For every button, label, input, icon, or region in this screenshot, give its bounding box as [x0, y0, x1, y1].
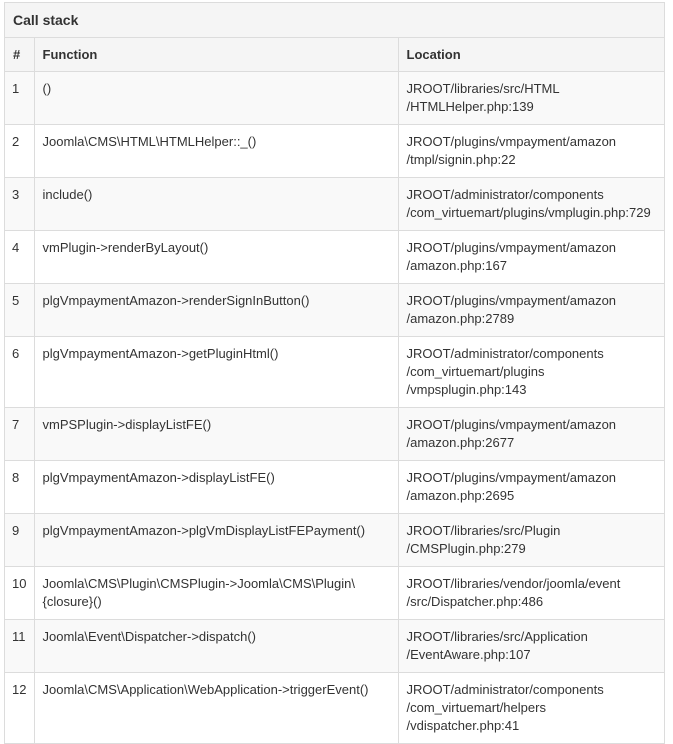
location-line: JROOT/plugins/vmpayment/amazon	[406, 470, 617, 485]
row-function: Joomla\CMS\Plugin\CMSPlugin->Joomla\CMS\Plugin\{closure}()	[34, 567, 398, 620]
panel-title: Call stack	[5, 3, 664, 38]
location-line: /EventAware.php:107	[406, 647, 531, 662]
row-location	[398, 461, 664, 514]
location-line: JROOT/plugins/vmpayment/amazon	[406, 240, 617, 255]
table-row	[5, 673, 664, 744]
location-line: JROOT/administrator/components	[406, 346, 604, 361]
row-function: Joomla\CMS\HTML\HTMLHelper::_()	[34, 125, 398, 178]
row-function: Joomla\CMS\Application\WebApplication->triggerEvent()	[34, 673, 398, 744]
row-function: Joomla\Event\Dispatcher->dispatch()	[34, 620, 398, 673]
row-number: 5	[5, 284, 34, 337]
row-location	[398, 408, 664, 461]
table-row	[5, 178, 664, 231]
row-location	[398, 72, 664, 125]
table-row	[5, 620, 664, 673]
table-row	[5, 461, 664, 514]
row-number: 7	[5, 408, 34, 461]
header-function: Function	[34, 38, 398, 72]
row-location	[398, 337, 664, 408]
row-location	[398, 514, 664, 567]
row-number: 10	[5, 567, 34, 620]
location-line: /amazon.php:2677	[406, 435, 515, 450]
row-number: 11	[5, 620, 34, 673]
row-number: 8	[5, 461, 34, 514]
row-function: plgVmpaymentAmazon->displayListFE()	[34, 461, 398, 514]
header-number: #	[5, 38, 34, 72]
location-line: JROOT/administrator/components	[406, 187, 604, 202]
table-header-row	[5, 38, 664, 72]
table-row	[5, 337, 664, 408]
location-line: /amazon.php:2789	[406, 311, 515, 326]
table-row	[5, 567, 664, 620]
location-line: /tmpl/signin.php:22	[406, 152, 516, 167]
location-line: JROOT/plugins/vmpayment/amazon	[406, 417, 617, 432]
row-location	[398, 567, 664, 620]
row-function: vmPSPlugin->displayListFE()	[34, 408, 398, 461]
location-line: /com_virtuemart/plugins	[406, 364, 545, 379]
row-function: include()	[34, 178, 398, 231]
location-line: /CMSPlugin.php:279	[406, 541, 526, 556]
row-location	[398, 620, 664, 673]
table-row	[5, 514, 664, 567]
location-line: JROOT/libraries/src/Plugin	[406, 523, 561, 538]
location-line: JROOT/libraries/vendor/joomla/event	[406, 576, 621, 591]
row-location	[398, 125, 664, 178]
row-number: 12	[5, 673, 34, 744]
location-line: JROOT/plugins/vmpayment/amazon	[406, 134, 617, 149]
location-line: /vmpsplugin.php:143	[406, 382, 527, 397]
row-number: 6	[5, 337, 34, 408]
location-line: JROOT/libraries/src/Application	[406, 629, 588, 644]
location-line: JROOT/administrator/components	[406, 682, 604, 697]
table-row	[5, 408, 664, 461]
row-location	[398, 284, 664, 337]
row-number: 9	[5, 514, 34, 567]
call-stack-panel	[4, 2, 665, 744]
row-function: plgVmpaymentAmazon->getPluginHtml()	[34, 337, 398, 408]
row-location	[398, 231, 664, 284]
row-location	[398, 178, 664, 231]
location-line: /vdispatcher.php:41	[406, 718, 520, 733]
call-stack-table	[5, 38, 664, 744]
row-number: 3	[5, 178, 34, 231]
table-row	[5, 231, 664, 284]
row-function: vmPlugin->renderByLayout()	[34, 231, 398, 284]
row-number: 2	[5, 125, 34, 178]
table-row	[5, 284, 664, 337]
location-line: /src/Dispatcher.php:486	[406, 594, 544, 609]
location-line: JROOT/libraries/src/HTML	[406, 81, 560, 96]
row-function: ()	[34, 72, 398, 125]
table-row	[5, 125, 664, 178]
row-location	[398, 673, 664, 744]
location-line: /com_virtuemart/helpers	[406, 700, 546, 715]
row-function: plgVmpaymentAmazon->renderSignInButton()	[34, 284, 398, 337]
table-row	[5, 72, 664, 125]
location-line: /HTMLHelper.php:139	[406, 99, 534, 114]
location-line: /amazon.php:167	[406, 258, 507, 273]
location-line: /com_virtuemart/plugins/vmplugin.php:729	[406, 205, 651, 220]
row-number: 1	[5, 72, 34, 125]
row-number: 4	[5, 231, 34, 284]
row-function: plgVmpaymentAmazon->plgVmDisplayListFEPayment()	[34, 514, 398, 567]
location-line: /amazon.php:2695	[406, 488, 515, 503]
location-line: JROOT/plugins/vmpayment/amazon	[406, 293, 617, 308]
header-location: Location	[398, 38, 664, 72]
